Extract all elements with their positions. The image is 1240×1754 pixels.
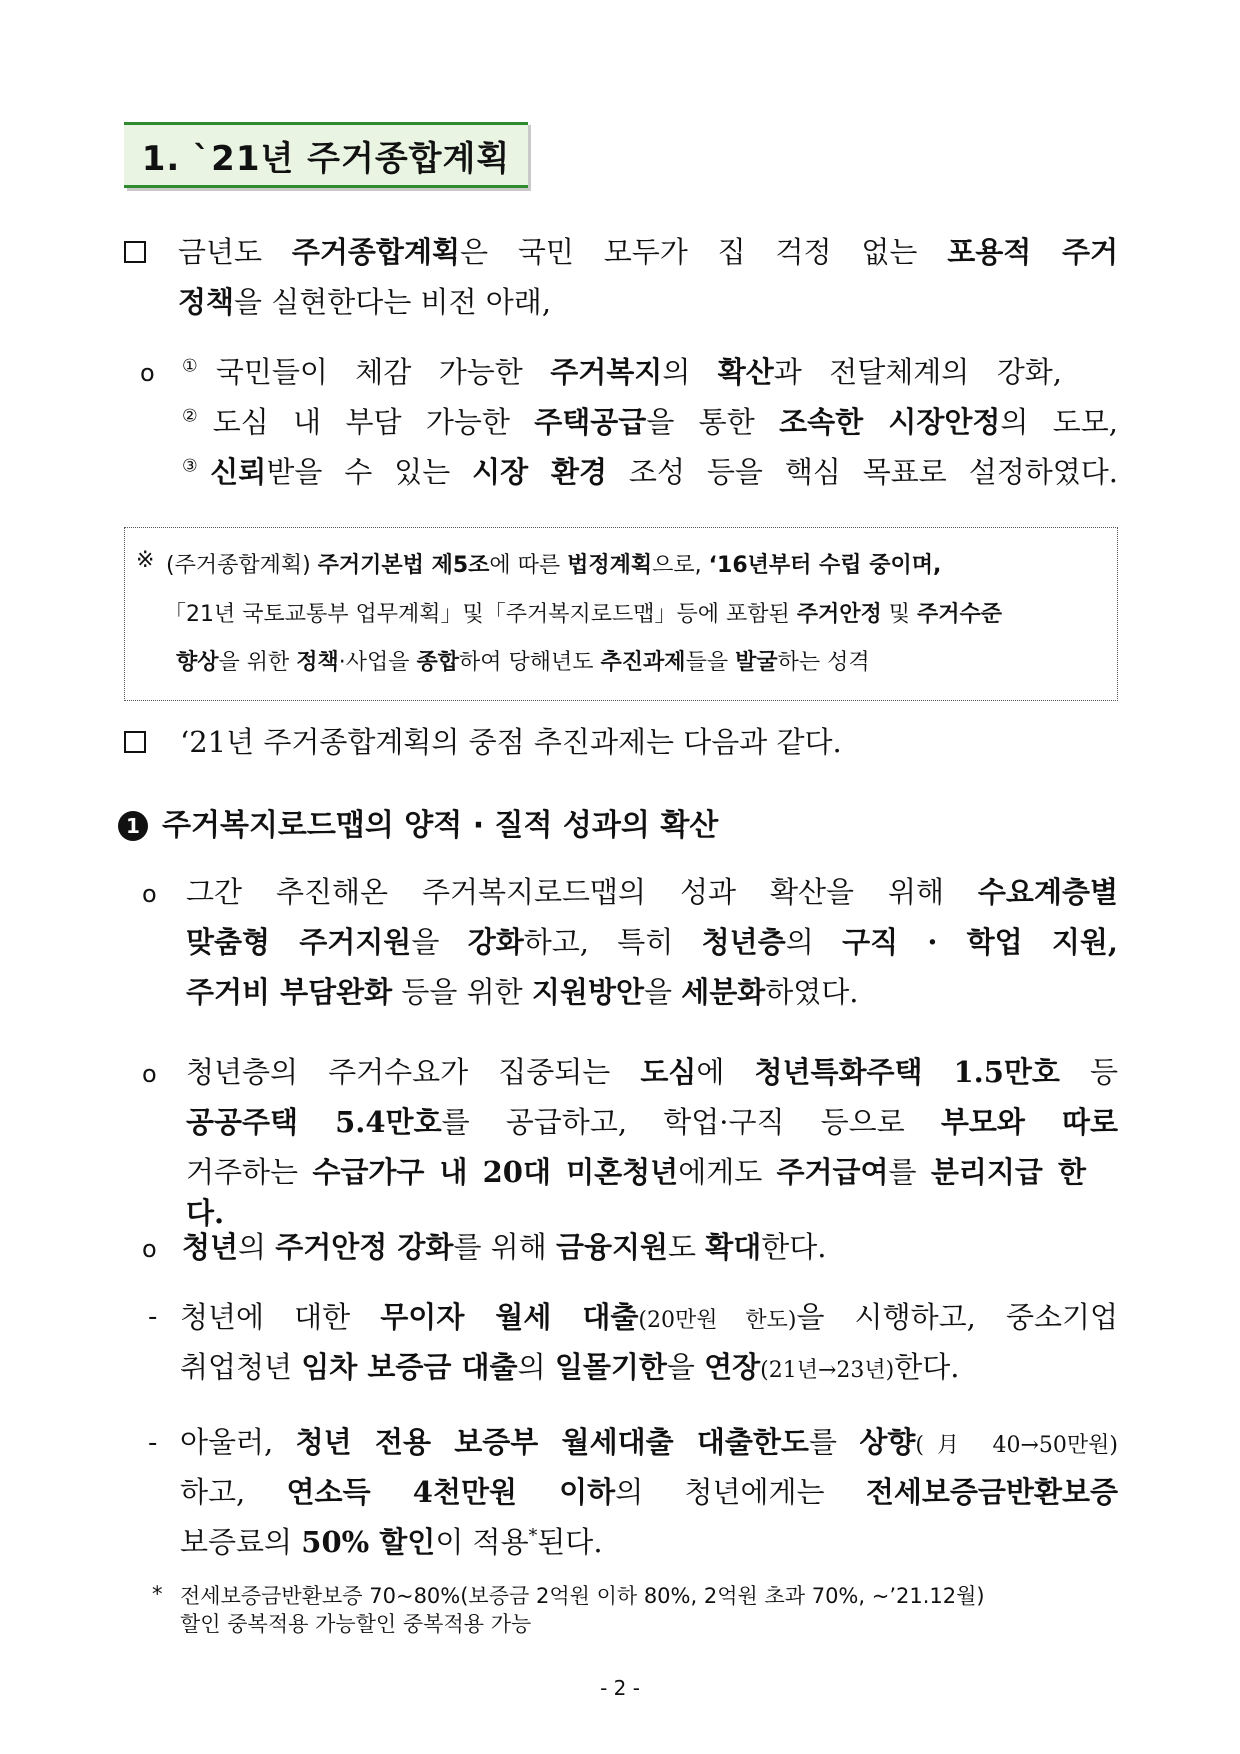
d1-line-1: 청년에 대한 무이자 월세 대출(20만원 한도)을 시행하고, 중소기업 — [180, 1300, 1118, 1334]
intro-line-1: 금년도 주거종합계획은 국민 모두가 집 걱정 없는 포용적 주거 — [178, 235, 1118, 269]
p2-line-2: 공공주택 5.4만호를 공급하고, 학업·구직 등으로 부모와 따로 — [186, 1105, 1118, 1139]
note-line-3: 향상을 위한 정책·사업을 종합하여 당해년도 추진과제들을 발굴하는 성격 — [176, 650, 870, 675]
footnote-mark: * — [152, 1582, 163, 1606]
goal-line-2: ②도심 내 부담 가능한 주택공급을 통한 조속한 시장안정의 도모, — [182, 405, 1118, 439]
goal-line-3: ③신뢰받을 수 있는 시장 환경 조성 등을 핵심 목표로 설정하였다. — [182, 455, 1119, 489]
bullet-o-icon: o — [140, 359, 155, 387]
note-mark: ※ — [136, 548, 155, 573]
d2-line-1: 아울러, 청년 전용 보증부 월세대출 대출한도를 상향(月 40→50만원) — [180, 1425, 1118, 1459]
d1-line-2: 취업청년 임차 보증금 대출의 일몰기한을 연장(21년→23년)한다. — [180, 1350, 960, 1384]
d2-line-3: 보증료의 50% 할인이 적용*된다. — [180, 1525, 603, 1559]
d2-line-2: 하고, 연소득 4천만원 이하의 청년에게는 전세보증금반환보증 — [180, 1475, 1118, 1509]
footnote-line-2: 할인 중복적용 가능할인 중복적용 가능 — [180, 1612, 532, 1636]
bullet-o-icon: o — [142, 1060, 157, 1088]
p1-line-1: 그간 추진해온 주거복지로드맵의 성과 확산을 위해 수요계층별 — [186, 875, 1118, 909]
intro-line-2: 정책을 실현한다는 비전 아래, — [178, 285, 552, 319]
dash-bullet: - — [148, 1302, 158, 1332]
p1-line-3: 주거비 부담완화 등을 위한 지원방안을 세분화하였다. — [186, 975, 859, 1009]
bullet-o-icon: o — [142, 1235, 157, 1263]
goal-line-1: ①국민들이 체감 가능한 주거복지의 확산과 전달체계의 강화, — [182, 355, 1062, 389]
page-number: - 2 - — [600, 1676, 640, 1700]
bullet-o-icon: o — [142, 880, 157, 908]
dash-bullet: - — [148, 1428, 158, 1458]
section-1-title: 1 주거복지로드맵의 양적 · 질적 성과의 확산 — [118, 800, 718, 844]
p3-line: 청년의 주거안정 강화를 위해 금융지원도 확대한다. — [182, 1230, 827, 1264]
p2-line-1: 청년층의 주거수요가 집중되는 도심에 청년특화주택 1.5만호 등 — [186, 1055, 1119, 1089]
note-line-2: 「21년 국토교통부 업무계획」및「주거복지로드맵」등에 포함된 주거안정 및 주거수준 — [164, 602, 1003, 627]
footnote-line-1: 전세보증금반환보증 70~80%(보증금 2억원 이하 80%, 2억원 초과 70%, ~’21.12월) — [180, 1584, 985, 1608]
checkbox-square-icon — [124, 241, 146, 263]
priority-line: ‘21년 주거종합계획의 중점 추진과제는 다음과 같다. — [180, 725, 842, 759]
note-line-1: (주거종합계획) 주거기본법 제5조에 따른 법정계획으로, ‘16년부터 수립 중이며, — [166, 553, 942, 578]
p2-line-3: 거주하는 수급가구 내 20대 미혼청년에게도 주거급여를 분리지급 한다. — [186, 1155, 1087, 1230]
p1-line-2: 맞춤형 주거지원을 강화하고, 특히 청년층의 구직 · 학업 지원, — [186, 925, 1119, 959]
checkbox-square-icon — [124, 731, 146, 753]
section-heading-text: 1. `21년 주거종합계획 — [141, 138, 511, 179]
number-1-icon: 1 — [118, 811, 148, 841]
section-heading — [124, 122, 528, 188]
